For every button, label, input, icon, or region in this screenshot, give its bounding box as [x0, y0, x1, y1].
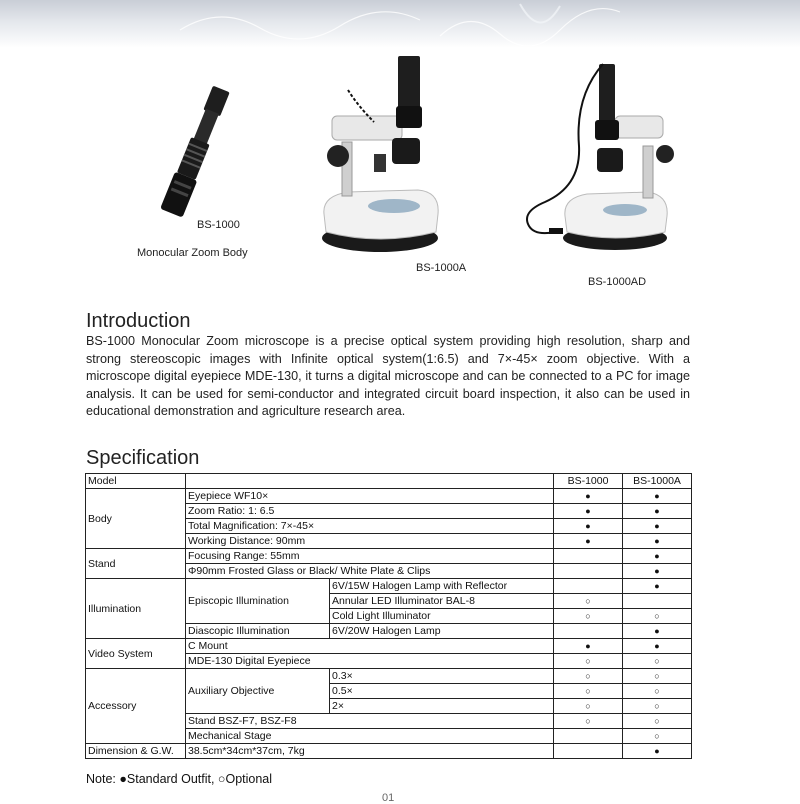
table-row: [86, 744, 692, 759]
subgroup-label: Auxiliary Objective: [186, 669, 330, 714]
spec-item: MDE-130 Digital Eyepiece: [186, 654, 554, 669]
table-row: [86, 579, 692, 594]
table-row: [86, 489, 692, 504]
spec-item: Stand BSZ-F7, BSZ-F8: [186, 714, 554, 729]
bs1000a-mark: ●: [623, 579, 692, 594]
spec-item: 6V/20W Halogen Lamp: [330, 624, 554, 639]
bs1000a-mark: ○: [623, 684, 692, 699]
bs1000-mark: ●: [554, 639, 623, 654]
spec-item: C Mount: [186, 639, 554, 654]
bs1000-mark: ○: [554, 654, 623, 669]
bs1000-mark: ○: [554, 699, 623, 714]
group-label: Dimension & G.W.: [86, 744, 186, 759]
spec-item: Cold Light Illuminator: [330, 609, 554, 624]
table-row: [86, 639, 692, 654]
spec-item: 38.5cm*34cm*37cm, 7kg: [186, 744, 554, 759]
group-label: Body: [86, 489, 186, 549]
spec-item: Zoom Ratio: 1: 6.5: [186, 504, 554, 519]
table-row: [86, 669, 692, 684]
spec-item: Eyepiece WF10×: [186, 489, 554, 504]
group-label: Accessory: [86, 669, 186, 744]
bs1000-mark: [554, 729, 623, 744]
bs1000-mark: [554, 564, 623, 579]
bs1000ad-microscope-image: [515, 56, 677, 256]
group-label: Stand: [86, 549, 186, 579]
table-header-row: [86, 474, 692, 489]
bs1000-mark: ●: [554, 519, 623, 534]
legend-note: Note: ●Standard Outfit, ○Optional: [86, 772, 273, 786]
group-label: Video System: [86, 639, 186, 669]
product-caption-bs1000a: BS-1000A: [416, 262, 467, 274]
product-caption-bs1000: BS-1000: [197, 219, 240, 231]
banner-wave-graphic: [0, 0, 800, 48]
header-banner: [0, 0, 800, 48]
spec-item: Annular LED Illuminator BAL-8: [330, 594, 554, 609]
bs1000-mark: ○: [554, 594, 623, 609]
bs1000a-mark: ○: [623, 654, 692, 669]
table-row: [86, 549, 692, 564]
group-label: Illumination: [86, 579, 186, 639]
bs1000-mark: ○: [554, 714, 623, 729]
bs1000a-mark: ●: [623, 639, 692, 654]
bs1000a-mark: [623, 594, 692, 609]
spec-heading: Specification: [86, 447, 200, 469]
spec-item: Mechanical Stage: [186, 729, 554, 744]
spec-item: 6V/15W Halogen Lamp with Reflector: [330, 579, 554, 594]
spec-item: Φ90mm Frosted Glass or Black/ White Plate & Clips: [186, 564, 554, 579]
bs1000-mark: ○: [554, 684, 623, 699]
page-number: 01: [382, 792, 395, 804]
bs1000a-mark: ○: [623, 714, 692, 729]
spec-item: 0.5×: [330, 684, 554, 699]
bs1000-mark: [554, 579, 623, 594]
header-bs1000: BS-1000: [554, 474, 623, 489]
spec-item: Total Magnification: 7×-45×: [186, 519, 554, 534]
spec-item: Focusing Range: 55mm: [186, 549, 554, 564]
spec-item: 0.3×: [330, 669, 554, 684]
subgroup-label: Episcopic Illumination: [186, 579, 330, 624]
bs1000a-mark: ●: [623, 564, 692, 579]
monocular-zoom-body-image: [145, 82, 245, 232]
bs1000-mark: [554, 549, 623, 564]
bs1000a-mark: ○: [623, 669, 692, 684]
header-model: Model: [86, 474, 186, 489]
product-caption-bs1000ad: BS-1000AD: [588, 276, 647, 288]
bs1000a-mark: ●: [623, 534, 692, 549]
product-caption-monocular: Monocular Zoom Body: [137, 247, 248, 259]
bs1000a-mark: ●: [623, 504, 692, 519]
bs1000a-mark: ○: [623, 729, 692, 744]
header-bs1000a: BS-1000A: [623, 474, 692, 489]
bs1000-mark: ○: [554, 609, 623, 624]
bs1000-mark: ●: [554, 534, 623, 549]
bs1000-mark: ○: [554, 669, 623, 684]
bs1000-mark: [554, 744, 623, 759]
bs1000-mark: ●: [554, 489, 623, 504]
spec-table: [85, 473, 692, 759]
bs1000-mark: ●: [554, 504, 623, 519]
bs1000a-mark: ●: [623, 519, 692, 534]
header-blank: [186, 474, 554, 489]
spec-item: Working Distance: 90mm: [186, 534, 554, 549]
intro-paragraph: BS-1000 Monocular Zoom microscope is a precise optical system providing high resolution, sharp and strong stereoscopic images with Infinite optical system(1:6.5) and 7×-45× zoom objective. With a microscope digital eyepiece MDE-130, it turns a digital microscope and can be connected to a PC for image analysis. It can be used for semi-conductor and integrated circuit board inspection, it also can be used in educational demonstration and agriculture research area.: [86, 334, 690, 419]
subgroup-label: Diascopic Illumination: [186, 624, 330, 639]
bs1000a-mark: ○: [623, 609, 692, 624]
bs1000a-mark: ●: [623, 624, 692, 639]
bs1000a-mark: ●: [623, 744, 692, 759]
bs1000a-microscope-image: [318, 46, 443, 258]
bs1000-mark: [554, 624, 623, 639]
bs1000a-mark: ●: [623, 549, 692, 564]
bs1000a-mark: ●: [623, 489, 692, 504]
spec-item: 2×: [330, 699, 554, 714]
bs1000a-mark: ○: [623, 699, 692, 714]
intro-heading: Introduction: [86, 310, 191, 332]
